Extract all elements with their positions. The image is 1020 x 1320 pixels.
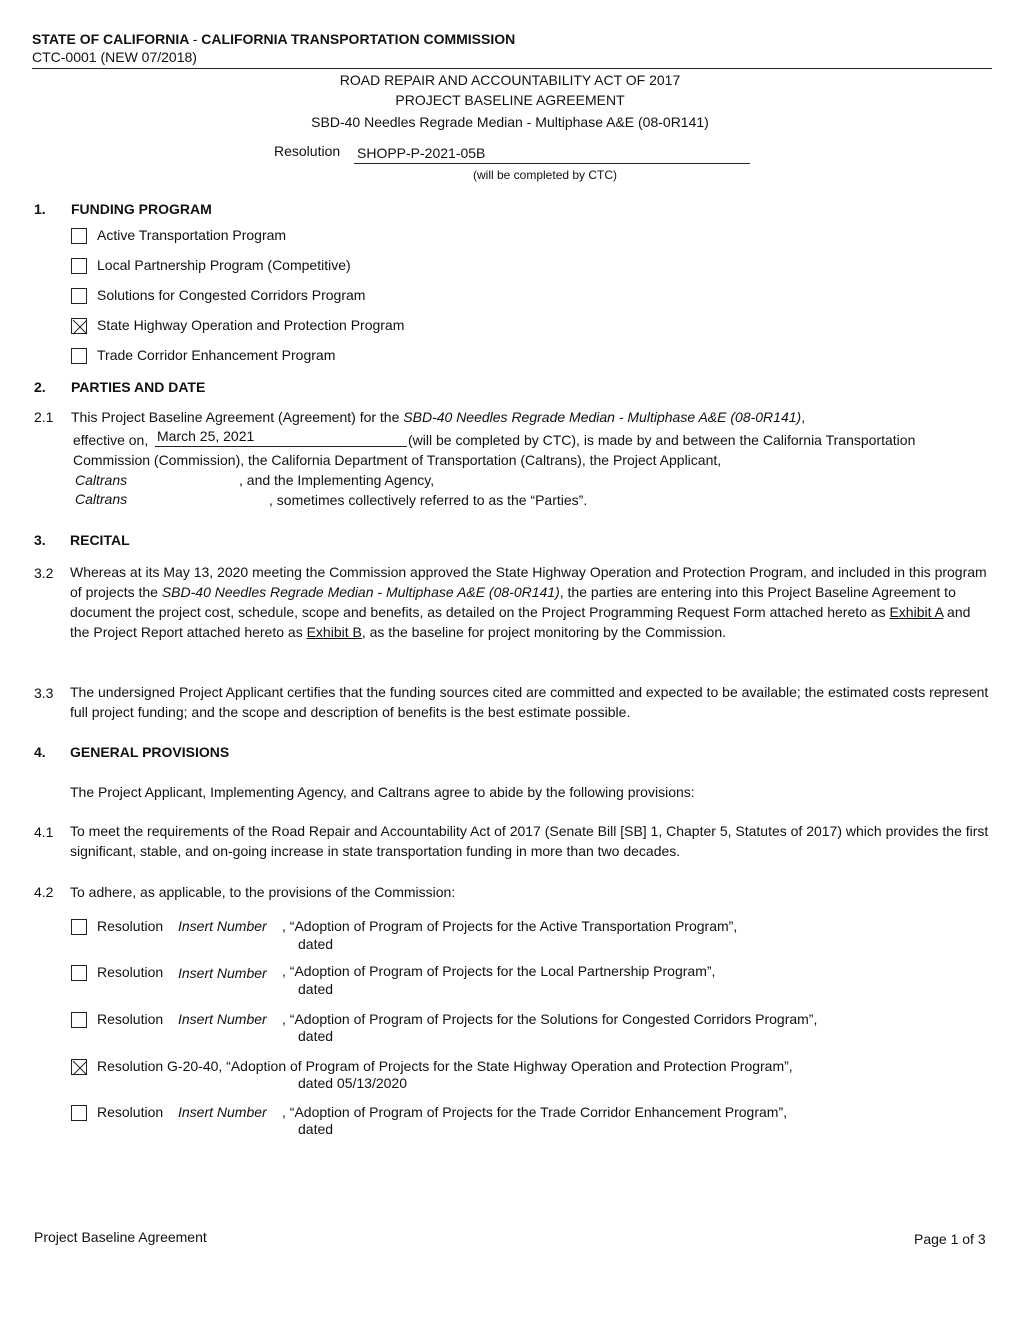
funding-checkbox-lpp[interactable] — [71, 258, 87, 274]
funding-label-lpp: Local Partnership Program (Competitive) — [97, 257, 351, 273]
resolution-dated-lpp: dated — [298, 981, 334, 997]
resolution-note: (will be completed by CTC) — [473, 168, 618, 182]
form-id: CTC-0001 (NEW 07/2018) — [32, 49, 197, 65]
resolution-number-lpp[interactable]: Insert Number — [178, 965, 267, 981]
exhibit-b-link[interactable]: Exhibit B — [306, 624, 362, 640]
para-3-2-a: Whereas at its May 13, 2020 meeting the Commission approved the State Highway Operation and Protection Program, and included in this program of projects the — [70, 564, 987, 600]
resolution-dated-tce: dated — [298, 1121, 334, 1137]
para-3-3-number: 3.3 — [34, 685, 54, 701]
agreement-title: PROJECT BASELINE AGREEMENT — [395, 92, 625, 108]
state-heading — [32, 31, 515, 47]
resolution-checkbox-tce[interactable] — [71, 1105, 87, 1121]
funding-checkbox-shopp[interactable] — [71, 318, 87, 334]
resolution-checkbox-shopp[interactable] — [71, 1059, 87, 1075]
implementing-agency[interactable]: Caltrans — [75, 491, 128, 507]
para-3-2-d: , as the baseline for project monitoring by the Commission. — [361, 624, 727, 640]
project-applicant[interactable]: Caltrans — [75, 472, 128, 488]
resolution-number-tce[interactable]: Insert Number — [178, 1104, 267, 1120]
para-4-1: To meet the requirements of the Road Repair and Accountability Act of 2017 (Senate Bill [SB] 1, Chapter 5, Statutes of 2017) which provides the first significant, stable, and on-going increase in state transportation funding in more than two decades. — [70, 823, 989, 859]
resolution-prefix-tce: Resolution — [97, 1104, 164, 1120]
para-2-1-project: SBD-40 Needles Regrade Median - Multiphase A&E (08-0R141) — [403, 409, 802, 425]
resolution-value[interactable]: SHOPP-P-2021-05B — [357, 145, 486, 161]
section1-heading: FUNDING PROGRAM — [71, 201, 212, 217]
resolution-dated-shopp: dated 05/13/2020 — [298, 1075, 407, 1091]
para-4-2-number: 4.2 — [34, 884, 54, 900]
para-2-1-comma: , — [801, 409, 806, 425]
funding-label-shopp: State Highway Operation and Protection Program — [97, 317, 405, 333]
para-2-1-text: This Project Baseline Agreement (Agreement) for the — [71, 409, 404, 425]
effective-label: effective on, — [73, 432, 149, 448]
para-3-2-number: 3.2 — [34, 565, 54, 581]
act-title: ROAD REPAIR AND ACCOUNTABILITY ACT OF 2017 — [339, 72, 681, 88]
resolution-prefix-atp: Resolution — [97, 918, 164, 934]
para-4-1-number: 4.1 — [34, 824, 54, 840]
state-name: STATE OF CALIFORNIA — [32, 31, 189, 47]
footer-doc-name: Project Baseline Agreement — [34, 1229, 207, 1245]
para-3-2 — [70, 562, 990, 642]
funding-checkbox-atp[interactable] — [71, 228, 87, 244]
resolution-checkbox-scc[interactable] — [71, 1012, 87, 1028]
effective-after: (will be completed by CTC), is made by and between the California Transportation — [408, 432, 916, 448]
section4-heading: GENERAL PROVISIONS — [70, 744, 230, 760]
para-3-2-c: and the Project Report attached hereto as — [70, 604, 971, 640]
resolution-number-scc[interactable]: Insert Number — [178, 1011, 267, 1027]
resolution-number-atp[interactable]: Insert Number — [178, 918, 267, 934]
section3-heading: RECITAL — [70, 532, 130, 548]
section2-heading: PARTIES AND DATE — [71, 379, 206, 395]
resolution-text-tce: , “Adoption of Program of Projects for the Trade Corridor Enhancement Program”, — [282, 1104, 788, 1120]
para-3-2-project: SBD-40 Needles Regrade Median - Multiphase A&E (08-0R141) — [161, 584, 560, 600]
resolution-prefix-lpp: Resolution — [97, 964, 164, 980]
resolution-checkbox-atp[interactable] — [71, 919, 87, 935]
effective-date-underline — [155, 446, 407, 447]
para-4-2: To adhere, as applicable, to the provisions of the Commission: — [70, 884, 456, 900]
section4-number: 4. — [34, 744, 46, 760]
section2-number: 2. — [34, 379, 46, 395]
funding-label-atp: Active Transportation Program — [97, 227, 287, 243]
para-3-3: The undersigned Project Applicant certifies that the funding sources cited are committed and expected to be available; the estimated costs represent full project funding; and the scope and description of benefits is the best estimate possible. — [70, 684, 989, 720]
commission-name: CALIFORNIA TRANSPORTATION COMMISSION — [201, 31, 516, 47]
project-title: SBD-40 Needles Regrade Median - Multiphase A&E (08-0R141) — [311, 114, 709, 130]
resolution-text-lpp: , “Adoption of Program of Projects for the Local Partnership Program”, — [282, 963, 716, 979]
footer-page-number: Page 1 of 3 — [914, 1231, 986, 1247]
para-3-2-b: , the parties are entering into this Project Baseline Agreement to document the project cost, schedule, scope and benefits, as detailed on the Project Programming Request Form attached hereto as — [70, 584, 956, 620]
resolution-checkbox-lpp[interactable] — [71, 965, 87, 981]
check-x-icon — [72, 319, 88, 335]
applicant-after: , and the Implementing Agency, — [239, 472, 435, 488]
check-x-icon — [72, 1060, 88, 1076]
resolution-text-scc: , “Adoption of Program of Projects for the Solutions for Congested Corridors Program”, — [282, 1011, 818, 1027]
implementer-after: , sometimes collectively referred to as the “Parties”. — [269, 492, 588, 508]
effective-date[interactable]: March 25, 2021 — [157, 428, 255, 444]
resolution-dated-atp: dated — [298, 936, 334, 952]
resolution-label: Resolution — [274, 143, 341, 159]
section1-number: 1. — [34, 201, 46, 217]
section3-number: 3. — [34, 532, 46, 548]
funding-checkbox-tce[interactable] — [71, 348, 87, 364]
resolution-text-shopp: Resolution G-20-40, “Adoption of Program of Projects for the State Highway Operation and Protection Program”, — [97, 1058, 793, 1074]
exhibit-a-link[interactable]: Exhibit A — [889, 604, 944, 620]
resolution-dated-scc: dated — [298, 1028, 334, 1044]
header-rule — [32, 68, 992, 69]
resolution-underline — [354, 163, 750, 164]
funding-checkbox-scc[interactable] — [71, 288, 87, 304]
resolution-text-atp: , “Adoption of Program of Projects for the Active Transportation Program”, — [282, 918, 738, 934]
para-2-1-line1 — [71, 409, 805, 425]
para-2-1-number: 2.1 — [34, 409, 54, 425]
resolution-prefix-scc: Resolution — [97, 1011, 164, 1027]
heading-separator: - — [192, 31, 198, 47]
section4-intro: The Project Applicant, Implementing Agency, and Caltrans agree to abide by the following provisions: — [70, 784, 695, 800]
funding-label-scc: Solutions for Congested Corridors Program — [97, 287, 366, 303]
funding-label-tce: Trade Corridor Enhancement Program — [97, 347, 336, 363]
para-2-1-line3: Commission (Commission), the California Department of Transportation (Caltrans), the Project Applicant, — [73, 452, 722, 468]
